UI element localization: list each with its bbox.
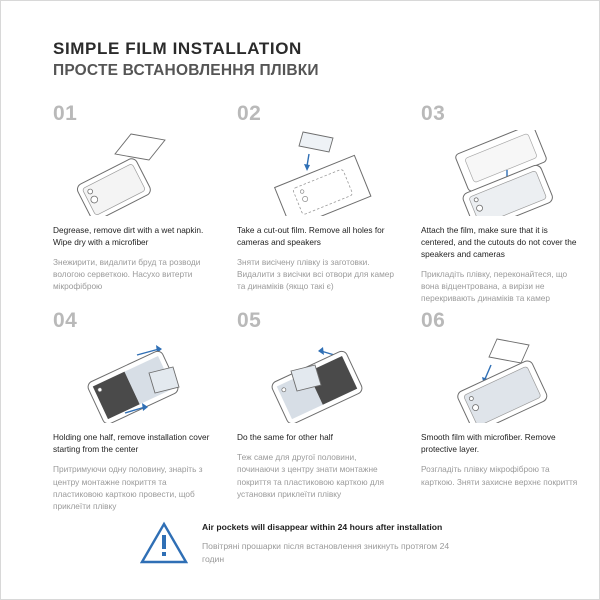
footer-text-uk: Повітряні прошарки після встановлення зникнуть протягом 24 годин — [202, 541, 450, 564]
step-text-uk: Зняти висічену плівку із заготовки. Видалити з висічки всі отвори для камер та динаміків (якщо такі є) — [237, 257, 395, 292]
squeegee-card-icon — [270, 347, 364, 423]
step-text-uk: Теж саме для другої половини, починаючи з центру знати монтажне покриття та пластиковою карткою для установки приклеїти плівку — [237, 452, 385, 499]
step-number: 02 — [237, 102, 262, 126]
step-text-en: Attach the film, make sure that it is centered, and the cutouts do not cover the speakers and cameras — [421, 225, 577, 260]
step-number: 01 — [53, 102, 78, 126]
step-text-en: Do the same for other half — [237, 432, 333, 443]
cut-out-film-icon — [275, 132, 371, 216]
step-number: 06 — [421, 309, 446, 333]
step-card-04 — [53, 310, 223, 511]
phone-with-napkin-icon — [75, 134, 165, 216]
attach-film-icon — [455, 130, 555, 216]
step-illustration-03 — [421, 130, 591, 216]
step-text-en: Holding one half, remove installation cover starting from the center — [53, 432, 210, 455]
peel-half-cover-icon — [86, 345, 180, 423]
step-text-uk: Прикладіть плівку, переконайтеся, що вона відцентрована, а вирізи не перекривають динаміків та камер — [421, 269, 568, 304]
step-illustration-04 — [53, 337, 223, 423]
smooth-microfiber-icon — [456, 339, 549, 423]
page-title: SIMPLE FILM INSTALLATION — [53, 39, 302, 58]
step-card-02 — [237, 103, 407, 304]
header — [1, 1, 599, 79]
footer-text-block — [202, 521, 460, 565]
footer-text-en: Air pockets will disappear within 24 hours after installation — [202, 521, 443, 532]
step-text-en: Smooth film with microfiber. Remove protective layer. — [421, 432, 556, 455]
step-text-uk: Розгладіть плівку мікрофіброю та карткою. Зняти захисне верхнє покриття — [421, 464, 578, 487]
step-text-en: Degrease, remove dirt with a wet napkin. Wipe dry with a microfiber — [53, 225, 204, 248]
step-illustration-06 — [421, 337, 591, 423]
step-number: 03 — [421, 102, 446, 126]
step-card-01 — [53, 103, 223, 304]
step-illustration-02 — [237, 130, 407, 216]
steps-grid — [1, 103, 599, 511]
step-card-05 — [237, 310, 407, 511]
footer-note — [1, 521, 599, 565]
step-illustration-05 — [237, 337, 407, 423]
page-subtitle: ПРОСТЕ ВСТАНОВЛЕННЯ ПЛІВКИ — [53, 61, 319, 79]
step-illustration-01 — [53, 130, 223, 216]
step-number: 05 — [237, 309, 262, 333]
step-text-uk: Знежирити, видалити бруд та розводи вологою серветкою. Насухо витерти мікрофіброю — [53, 257, 201, 292]
step-text-uk: Притримуючи одну половину, знаріть з центру монтажне покриття та пластиковою карткою провести, щоб приклеїти плівку — [53, 464, 203, 511]
step-number: 04 — [53, 309, 78, 333]
step-card-06 — [421, 310, 591, 511]
warning-exclamation-icon — [140, 521, 188, 565]
step-card-03 — [421, 103, 591, 304]
step-text-en: Take a cut-out film. Remove all holes for cameras and speakers — [237, 225, 385, 248]
